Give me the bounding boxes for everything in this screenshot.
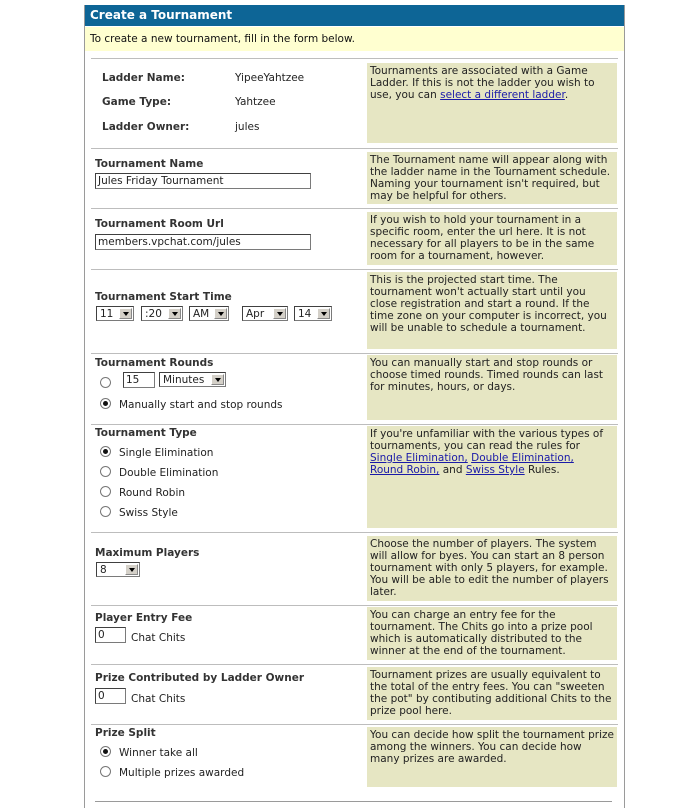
swiss-style-radio[interactable]: [100, 506, 111, 517]
prize-owner-label: Prize Contributed by Ladder Owner: [95, 672, 305, 684]
start-time-label: Tournament Start Time: [95, 291, 232, 303]
entry-fee-help: You can charge an entry fee for the tournament. The Chits go into a prize pool which is automatically distributed to the winner at the end of the tournament.: [367, 607, 617, 660]
winner-take-all-radio[interactable]: [100, 746, 111, 757]
swiss-style-rules-link[interactable]: Swiss Style: [465, 464, 525, 476]
panel-title: Create a Tournament: [85, 5, 624, 26]
prize-owner-unit: Chat Chits: [131, 693, 186, 705]
room-url-label: Tournament Room Url: [95, 218, 224, 230]
rounds-help: You can manually start and stop rounds or choose timed rounds. Timed rounds can last for minutes, hours, or days.: [367, 355, 617, 420]
entry-fee-unit: Chat Chits: [131, 632, 186, 644]
max-players-select[interactable]: 8: [96, 562, 140, 577]
divider: [91, 724, 618, 725]
room-url-help: If you wish to hold your tournament in a specific room, enter the url here. It is not necessary for all players to be in the same room for a tournament, however.: [367, 212, 617, 265]
room-url-input[interactable]: members.vpchat.com/jules: [95, 234, 311, 250]
manual-rounds-label: Manually start and stop rounds: [119, 399, 283, 411]
game-type-label: Game Type:: [102, 96, 172, 108]
single-elimination-rules-link[interactable]: Single Elimination,: [370, 452, 468, 464]
max-players-label: Maximum Players: [95, 547, 200, 559]
game-type-value: Yahtzee: [235, 96, 276, 108]
divider: [91, 353, 618, 354]
ladder-owner-value: jules: [235, 121, 260, 133]
start-minute-select[interactable]: :20: [141, 306, 183, 321]
divider: [91, 424, 618, 425]
divider: [91, 148, 618, 149]
ladder-name-label: Ladder Name:: [102, 72, 185, 84]
entry-fee-label: Player Entry Fee: [95, 612, 193, 624]
round-duration-input[interactable]: 15: [123, 372, 155, 388]
chevron-down-icon: [125, 564, 138, 575]
divider: [91, 532, 618, 533]
double-elimination-label: Double Elimination: [119, 467, 219, 479]
divider: [91, 664, 618, 665]
start-hour-select[interactable]: 11: [96, 306, 134, 321]
manual-rounds-radio[interactable]: [100, 398, 111, 409]
start-day-select[interactable]: 14: [294, 306, 332, 321]
divider: [95, 801, 612, 802]
ladder-name-value: YipeeYahtzee: [235, 72, 305, 84]
tournament-name-label: Tournament Name: [95, 158, 204, 170]
tournament-name-help: The Tournament name will appear along with the ladder name in the Tournament schedule. Naming your tournament isn't required, but may be helpful for others.: [367, 152, 617, 204]
chevron-down-icon: [273, 308, 286, 319]
start-ampm-select[interactable]: AM: [189, 306, 229, 321]
multiple-prizes-label: Multiple prizes awarded: [119, 767, 245, 779]
chevron-down-icon: [317, 308, 330, 319]
single-elimination-label: Single Elimination: [119, 447, 214, 459]
select-different-ladder-link[interactable]: select a different ladder: [440, 89, 565, 101]
chevron-down-icon: [168, 308, 181, 319]
double-elimination-radio[interactable]: [100, 466, 111, 477]
round-robin-label: Round Robin: [119, 487, 186, 499]
ladder-help: Tournaments are associated with a Game Ladder. If this is not the ladder you wish to use, you can select a different ladder.: [367, 63, 617, 143]
prize-split-help: You can decide how split the tournament prize among the winners. You can decide how many prizes are awarded.: [367, 727, 617, 787]
entry-fee-input[interactable]: 0: [95, 627, 126, 643]
single-elimination-radio[interactable]: [100, 446, 111, 457]
tournament-name-input[interactable]: Jules Friday Tournament: [95, 173, 311, 189]
divider: [91, 605, 618, 606]
round-unit-select[interactable]: Minutes: [159, 372, 226, 387]
winner-take-all-label: Winner take all: [119, 747, 198, 759]
divider: [91, 58, 618, 59]
create-tournament-panel: [84, 5, 625, 808]
start-time-help: This is the projected start time. The tournament won't actually start until you close registration and start a round. If the time zone on your computer is incorrect, you will be unable to schedule a tournament.: [367, 272, 617, 349]
tournament-type-label: Tournament Type: [95, 427, 197, 439]
chevron-down-icon: [214, 308, 227, 319]
round-robin-rules-link[interactable]: Round Robin,: [370, 464, 440, 476]
start-month-select[interactable]: Apr: [242, 306, 288, 321]
round-robin-radio[interactable]: [100, 486, 111, 497]
multiple-prizes-radio[interactable]: [100, 766, 111, 777]
intro-text: To create a new tournament, fill in the form below.: [85, 27, 624, 51]
tournament-type-help: If you're unfamiliar with the various types of tournaments, you can read the rules for Single Elimination, Double Elimination, Round Robin, and Swiss Style Rules.: [367, 426, 617, 528]
chevron-down-icon: [211, 374, 224, 385]
divider: [91, 269, 618, 270]
divider: [91, 208, 618, 209]
prize-owner-help: Tournament prizes are usually equivalent to the total of the entry fees. You can "sweeten the pot" by contibuting additional Chits to the prize pool here.: [367, 667, 617, 720]
swiss-style-label: Swiss Style: [119, 507, 178, 519]
prize-split-label: Prize Split: [95, 727, 156, 739]
max-players-help: Choose the number of players. The system will allow for byes. You can start an 8 person tournament with only 5 players, for example. You will be able to edit the number of players later.: [367, 536, 617, 601]
rounds-label: Tournament Rounds: [95, 357, 214, 369]
double-elimination-rules-link[interactable]: Double Elimination,: [471, 452, 574, 464]
ladder-owner-label: Ladder Owner:: [102, 121, 190, 133]
chevron-down-icon: [119, 308, 132, 319]
timed-rounds-radio[interactable]: [100, 377, 111, 388]
prize-owner-input[interactable]: 0: [95, 688, 126, 704]
